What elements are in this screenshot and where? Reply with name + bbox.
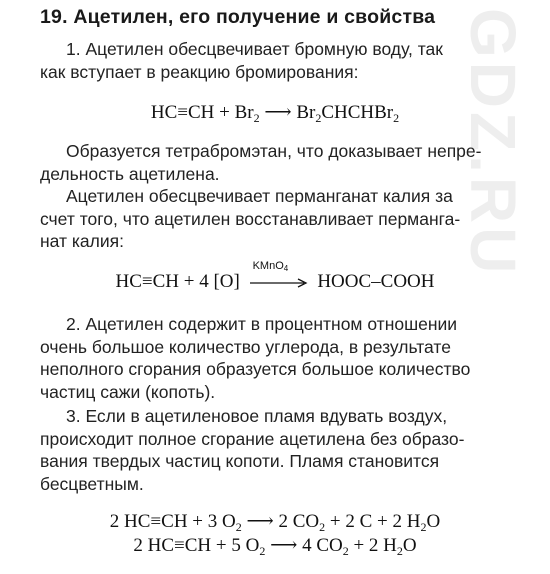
catalyst-arrow (249, 260, 309, 294)
eq-part: O (402, 535, 417, 556)
equation-complete-combustion (0, 534, 550, 558)
catalyst-label (253, 254, 289, 278)
text-line: происходит полное сгорание ацетилена без образо- (40, 428, 465, 449)
eq-part: + 2 C + 2 H (325, 511, 421, 532)
text-line: частиц сажи (копоть). (40, 381, 216, 402)
text-line: неполного сгорания образуется большое количество (40, 359, 471, 379)
eq-part: 2 HC≡CH + 5 O (133, 535, 260, 556)
watermark-text: GDZ.RU (457, 8, 529, 278)
eq-part: 2 CO (278, 511, 320, 532)
eq-subscript: 2 (235, 520, 242, 534)
text-line: 3. Если в ацетиленовое пламя вдувать воздух, (66, 406, 448, 426)
section-heading: 19. Ацетилен, его получение и свойства (40, 6, 436, 28)
text-line: 1. Ацетилен обесцвечивает бромную воду, так (66, 39, 443, 59)
paragraph-full-combustion (40, 405, 510, 495)
text-line: счет того, что ацетилен восстанавливает перманга- (40, 208, 461, 229)
paragraph-carbon-content (40, 313, 510, 403)
text-line: 2. Ацетилен содержит в процентном отношении (66, 314, 458, 334)
eq-part: HOOC–COOH (317, 271, 435, 292)
eq-subscript: 2 (420, 520, 427, 534)
eq-part: 2 HC≡CH + 3 O (109, 511, 236, 532)
eq-subscript: 2 (253, 111, 260, 125)
equation-incomplete-combustion (0, 510, 550, 534)
paragraph-tetrabromoethane (40, 140, 510, 185)
eq-subscript: 2 (393, 111, 400, 125)
eq-subscript: 2 (315, 111, 322, 125)
catalyst-formula: KMnO (252, 260, 284, 272)
text-line: как вступает в реакцию бромирования: (40, 61, 359, 82)
reaction-arrow: ⟶ (246, 511, 274, 532)
text-line: бесцветным. (40, 473, 144, 494)
equation-oxidation (0, 260, 550, 294)
text-line: очень большое количество углерода, в результате (40, 336, 451, 357)
text-line: дельность ацетилена. (40, 163, 220, 184)
eq-subscript: 2 (342, 544, 349, 558)
eq-part: HC≡CH + Br (150, 102, 254, 123)
eq-subscript: 2 (319, 520, 326, 534)
reaction-arrow: ⟶ (270, 535, 298, 556)
eq-part: HC≡CH + 4 [O] (115, 271, 240, 292)
eq-part: + 2 H (348, 535, 397, 556)
text-line: вания твердых частиц копоти. Пламя становится (40, 451, 440, 471)
eq-part: Br (296, 102, 316, 123)
paragraph-permanganate (40, 185, 510, 253)
catalyst-subscript: 4 (283, 264, 289, 273)
eq-subscript: 2 (396, 544, 403, 558)
eq-part: O (426, 511, 441, 532)
text-line: нат калия: (40, 231, 124, 251)
eq-part: CHCHBr (321, 102, 394, 123)
text-line: Образуется тетрабромэтан, что доказывает непре- (66, 141, 482, 161)
eq-subscript: 2 (259, 544, 266, 558)
paragraph-bromination (40, 38, 510, 83)
text-line: Ацетилен обесцвечивает перманганат калия за (66, 186, 453, 206)
eq-part: 4 CO (302, 535, 343, 556)
reaction-arrow: ⟶ (264, 102, 292, 123)
equation-bromination (0, 101, 550, 125)
